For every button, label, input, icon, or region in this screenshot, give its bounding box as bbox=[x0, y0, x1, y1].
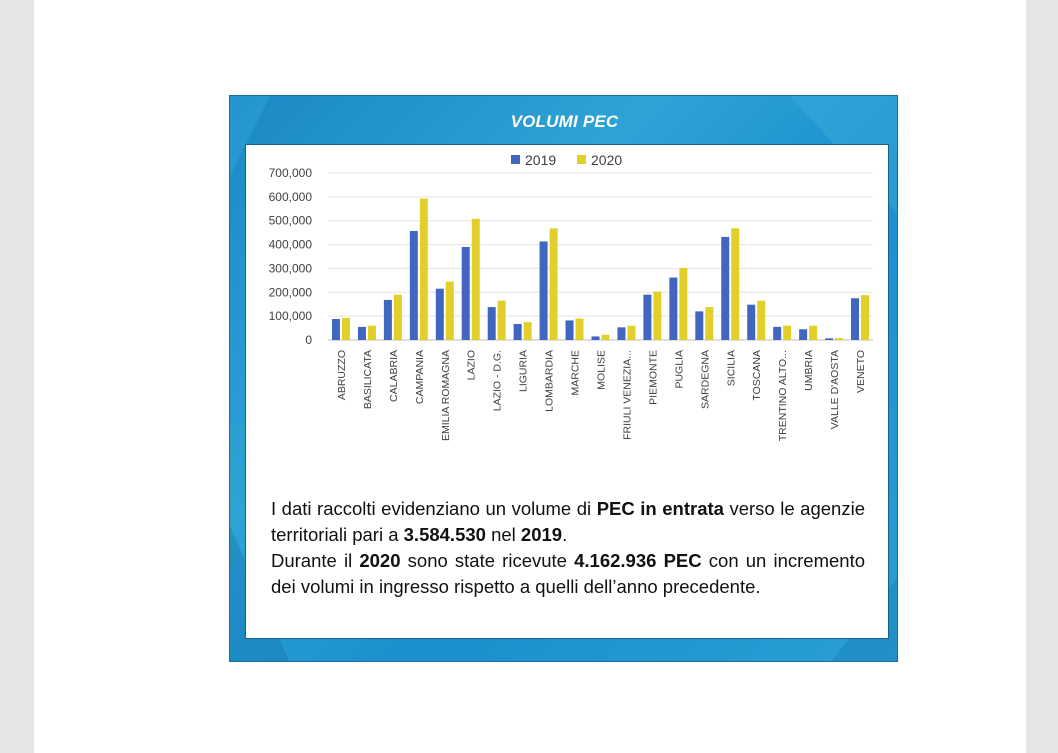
bar-2019 bbox=[358, 327, 366, 340]
bar-2020 bbox=[472, 219, 480, 340]
x-tick-label: EMILIA ROMAGNA bbox=[439, 350, 452, 442]
bar-2020 bbox=[783, 326, 791, 340]
bar-2019 bbox=[332, 319, 340, 340]
document-page bbox=[34, 0, 1026, 753]
bar-2019 bbox=[514, 324, 522, 340]
y-tick-label: 100,000 bbox=[268, 309, 312, 324]
text-bold-year-2020: 2020 bbox=[359, 550, 401, 571]
summary-paragraph-1 bbox=[271, 496, 865, 548]
text-run: con un incremento dei volumi in ingresso rispetto a quelli dell’anno precedente. bbox=[271, 550, 866, 597]
bar-2020 bbox=[679, 268, 687, 340]
y-tick-label: 400,000 bbox=[268, 237, 312, 252]
bar-2020 bbox=[809, 326, 817, 340]
y-tick-label: 200,000 bbox=[268, 285, 312, 300]
x-tick-label: LIGURIA bbox=[517, 350, 530, 393]
x-tick-label: PIEMONTE bbox=[647, 350, 660, 405]
bar-2019 bbox=[773, 327, 781, 340]
x-tick-label: CALABRIA bbox=[387, 350, 400, 402]
legend-label-2019: 2019 bbox=[525, 152, 557, 168]
text-run: sono state ricevute bbox=[400, 550, 575, 571]
bar-2019 bbox=[436, 289, 444, 340]
bar-2020 bbox=[368, 326, 376, 340]
text-run: verso le agenzie territoriali pari a bbox=[271, 498, 865, 545]
bar-2020 bbox=[524, 322, 532, 340]
bar-2020 bbox=[342, 318, 350, 340]
y-tick-label: 500,000 bbox=[268, 213, 312, 228]
bar-2020 bbox=[757, 301, 765, 340]
x-tick-label: LAZIO - D.G. bbox=[491, 350, 504, 412]
x-tick-label: PUGLIA bbox=[673, 350, 686, 389]
bar-2020 bbox=[861, 295, 869, 340]
bar-2019 bbox=[384, 300, 392, 340]
bar-2020 bbox=[550, 228, 558, 340]
bar-2019 bbox=[592, 336, 600, 340]
legend-label-2020: 2020 bbox=[591, 152, 623, 168]
infographic-banner bbox=[229, 95, 898, 662]
bar-chart bbox=[246, 145, 888, 490]
bar-2019 bbox=[540, 241, 548, 340]
bar-2019 bbox=[799, 329, 807, 340]
bar-2020 bbox=[602, 335, 610, 340]
x-tick-label: UMBRIA bbox=[803, 350, 816, 391]
text-run: I dati raccolti evidenziano un volume di bbox=[271, 498, 597, 519]
content-panel bbox=[245, 144, 889, 639]
bar-2020 bbox=[705, 307, 713, 340]
bar-2019 bbox=[695, 311, 703, 340]
x-tick-label: CAMPANIA bbox=[413, 350, 426, 405]
legend-swatch-2019 bbox=[511, 155, 520, 164]
bar-2020 bbox=[653, 292, 661, 340]
bar-2020 bbox=[394, 295, 402, 340]
y-tick-label: 0 bbox=[305, 333, 312, 347]
x-tick-label: ABRUZZO bbox=[335, 350, 348, 401]
bar-2019 bbox=[643, 295, 651, 340]
bar-2019 bbox=[488, 307, 496, 340]
x-tick-label: BASILICATA bbox=[361, 350, 374, 410]
text-run: Durante il bbox=[271, 550, 360, 571]
bar-2019 bbox=[825, 338, 833, 340]
summary-paragraph-2 bbox=[271, 548, 865, 600]
text-bold-pec-entrata: PEC in entrata bbox=[596, 498, 724, 519]
x-tick-label: VENETO bbox=[855, 350, 868, 393]
bar-2020 bbox=[835, 338, 843, 340]
bar-2019 bbox=[462, 247, 470, 340]
x-tick-label: SICILIA bbox=[725, 350, 738, 387]
bar-2019 bbox=[566, 320, 574, 340]
text-bold-total-2020: 4.162.936 PEC bbox=[574, 550, 702, 571]
bar-2020 bbox=[420, 199, 428, 340]
bar-2020 bbox=[446, 282, 454, 340]
bar-2019 bbox=[721, 237, 729, 340]
bar-2020 bbox=[627, 326, 635, 340]
bar-2019 bbox=[851, 298, 859, 340]
x-tick-label: VALLE D'AOSTA bbox=[829, 350, 842, 430]
legend-swatch-2020 bbox=[577, 155, 586, 164]
y-tick-label: 700,000 bbox=[268, 166, 312, 180]
bar-2019 bbox=[669, 277, 677, 340]
bar-2020 bbox=[498, 301, 506, 340]
text-bold-year-2019: 2019 bbox=[520, 524, 563, 545]
y-tick-label: 600,000 bbox=[268, 189, 312, 204]
banner-title: VOLUMI PEC bbox=[510, 112, 619, 131]
y-tick-label: 300,000 bbox=[268, 261, 312, 276]
bar-2019 bbox=[747, 305, 755, 340]
x-tick-label: FRIULI VENEZIA... bbox=[621, 350, 634, 440]
bar-2020 bbox=[731, 228, 739, 340]
text-run: . bbox=[562, 524, 568, 545]
x-tick-label: MOLISE bbox=[595, 350, 608, 390]
bar-2020 bbox=[576, 319, 584, 340]
x-tick-label: MARCHE bbox=[569, 350, 582, 396]
text-bold-total-2019: 3.584.530 bbox=[403, 524, 486, 545]
text-run: nel bbox=[485, 524, 521, 545]
bar-2019 bbox=[617, 327, 625, 340]
bar-2019 bbox=[410, 231, 418, 340]
summary-text bbox=[271, 496, 865, 600]
x-tick-label: TRENTINO ALTO... bbox=[777, 350, 790, 442]
x-tick-label: LAZIO bbox=[465, 350, 478, 381]
x-tick-label: SARDEGNA bbox=[699, 350, 712, 409]
x-tick-label: TOSCANA bbox=[751, 350, 764, 401]
x-tick-label: LOMBARDIA bbox=[543, 350, 556, 412]
